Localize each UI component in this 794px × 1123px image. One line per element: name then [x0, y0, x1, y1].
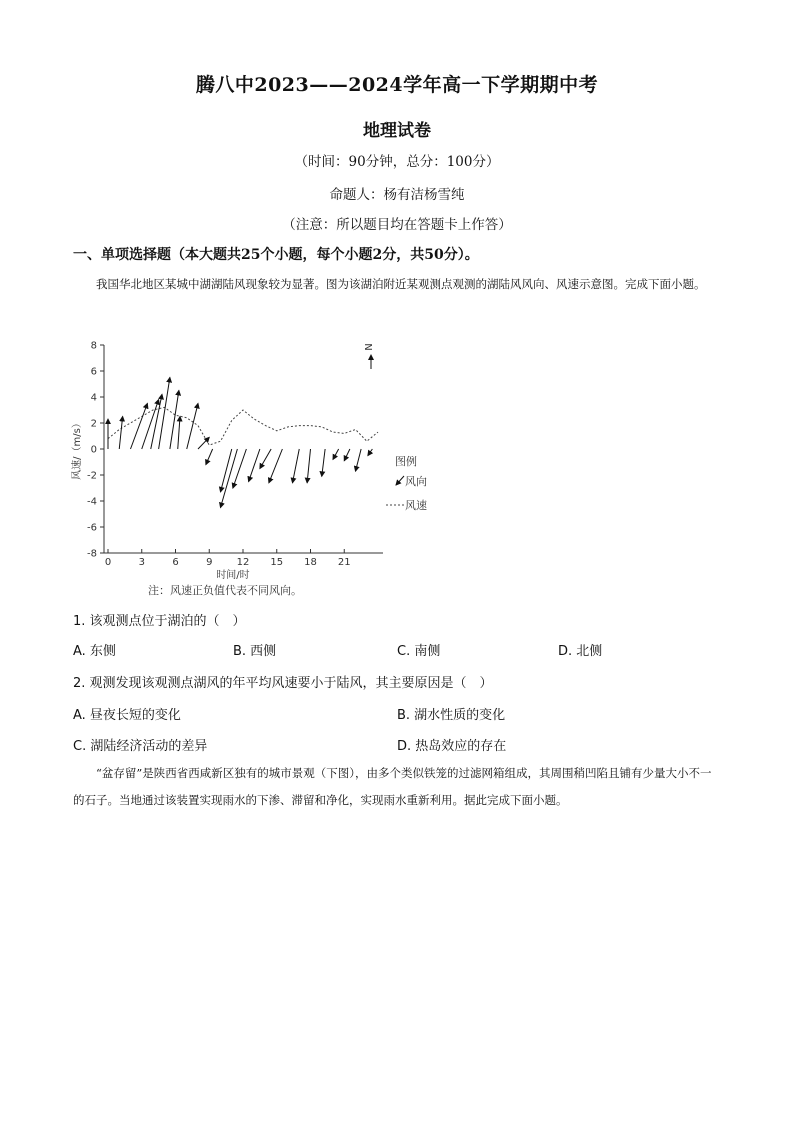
y-tick-label: 6 — [90, 366, 97, 378]
q1-option-d: D. 北侧 — [558, 644, 603, 659]
wind-arrow — [170, 391, 179, 450]
wind-arrow — [178, 417, 180, 450]
q2-option-b: B. 湖水性质的变化 — [397, 708, 506, 723]
exam-notice: （注意：所以题目均在答题卡上作答） — [282, 217, 512, 233]
x-tick-label: 6 — [172, 557, 179, 568]
speed-line — [108, 407, 378, 445]
exam-author: 命题人：杨有洁杨雪纯 — [329, 187, 465, 203]
legend-arrow-icon — [396, 476, 404, 485]
y-tick-label: -4 — [87, 496, 97, 508]
q1-option-a: A. 东侧 — [73, 644, 116, 659]
x-tick-label: 12 — [236, 557, 250, 568]
wind-arrow — [344, 449, 350, 461]
y-tick-label: 4 — [90, 392, 97, 404]
wind-arrow — [233, 449, 247, 488]
legend-arrow-label: 风向 — [405, 475, 427, 488]
y-tick-label: -8 — [87, 548, 97, 560]
wind-arrow — [368, 449, 373, 456]
y-axis-label: 风速/（m/s） — [72, 418, 83, 480]
wind-arrow — [131, 404, 148, 450]
wind-arrow — [159, 378, 170, 450]
wind-chart — [68, 333, 448, 603]
wind-arrow — [333, 449, 339, 459]
q1-option-c: C. 南侧 — [397, 644, 441, 659]
north-label: N — [362, 343, 373, 351]
wind-arrow — [269, 449, 283, 483]
wind-arrow — [249, 449, 260, 482]
y-tick-label: 0 — [90, 444, 97, 456]
exam-subject: 地理试卷 — [363, 121, 431, 141]
question-2: 2. 观测发现该观测点湖风的年平均风速要小于陆风，其主要原因是（ ） — [73, 676, 493, 691]
wind-arrow — [119, 417, 122, 450]
q2-option-a: A. 昼夜长短的变化 — [73, 708, 181, 723]
passage-2: “盆存留”是陕西省西咸新区独有的城市景观（下图），由多个类似铁笼的过滤网箱组成，其周围稍凹陷且铺有少量大小不一的石子。当地通过该装置实现雨水的下渗、滞留和净化，实现雨水重新利用。据此完成下面小题。 — [73, 766, 712, 807]
wind-arrow — [293, 449, 300, 483]
x-tick-label: 15 — [270, 557, 284, 568]
q2-option-d: D. 热岛效应的存在 — [397, 739, 507, 754]
exam-title: 腾八中2023——2024学年高一下学期期中考 — [195, 74, 599, 96]
chart-note: 注：风速正负值代表不同风向。 — [148, 584, 302, 597]
x-tick-label: 0 — [104, 557, 112, 568]
wind-arrow — [260, 449, 271, 469]
y-tick-label: 8 — [90, 340, 97, 352]
y-tick-label: -2 — [87, 470, 97, 482]
section-heading: 一、单项选择题（本大题共25个小题，每个小题2分，共50分）。 — [73, 247, 479, 263]
wind-arrow — [198, 437, 209, 449]
legend-line-label: 风速 — [405, 499, 427, 512]
q2-option-c: C. 湖陆经济活动的差异 — [73, 739, 208, 754]
x-tick-label: 18 — [304, 557, 317, 568]
wind-arrow — [322, 449, 325, 476]
x-tick-label: 3 — [138, 557, 145, 568]
exam-time-score: （时间：90分钟，总分：100分） — [294, 154, 500, 170]
wind-arrow — [307, 449, 310, 483]
wind-arrow — [206, 449, 213, 465]
y-tick-label: 2 — [90, 418, 97, 430]
y-tick-label: -6 — [87, 522, 97, 534]
question-1: 1. 该观测点位于湖泊的（ ） — [73, 614, 246, 629]
x-tick-label: 21 — [337, 557, 351, 568]
q1-option-b: B. 西侧 — [233, 644, 277, 659]
wind-arrow — [221, 449, 232, 492]
passage-1: 我国华北地区某城中湖湖陆风现象较为显著。图为该湖泊附近某观测点观测的湖陆风风向、风速示意图。完成下面小题。 — [96, 277, 706, 291]
wind-arrow — [356, 449, 362, 471]
x-tick-label: 9 — [206, 557, 213, 568]
wind-arrow — [187, 404, 198, 450]
x-axis-label: 时间/时 — [216, 570, 250, 581]
legend-title: 图例 — [395, 455, 417, 468]
